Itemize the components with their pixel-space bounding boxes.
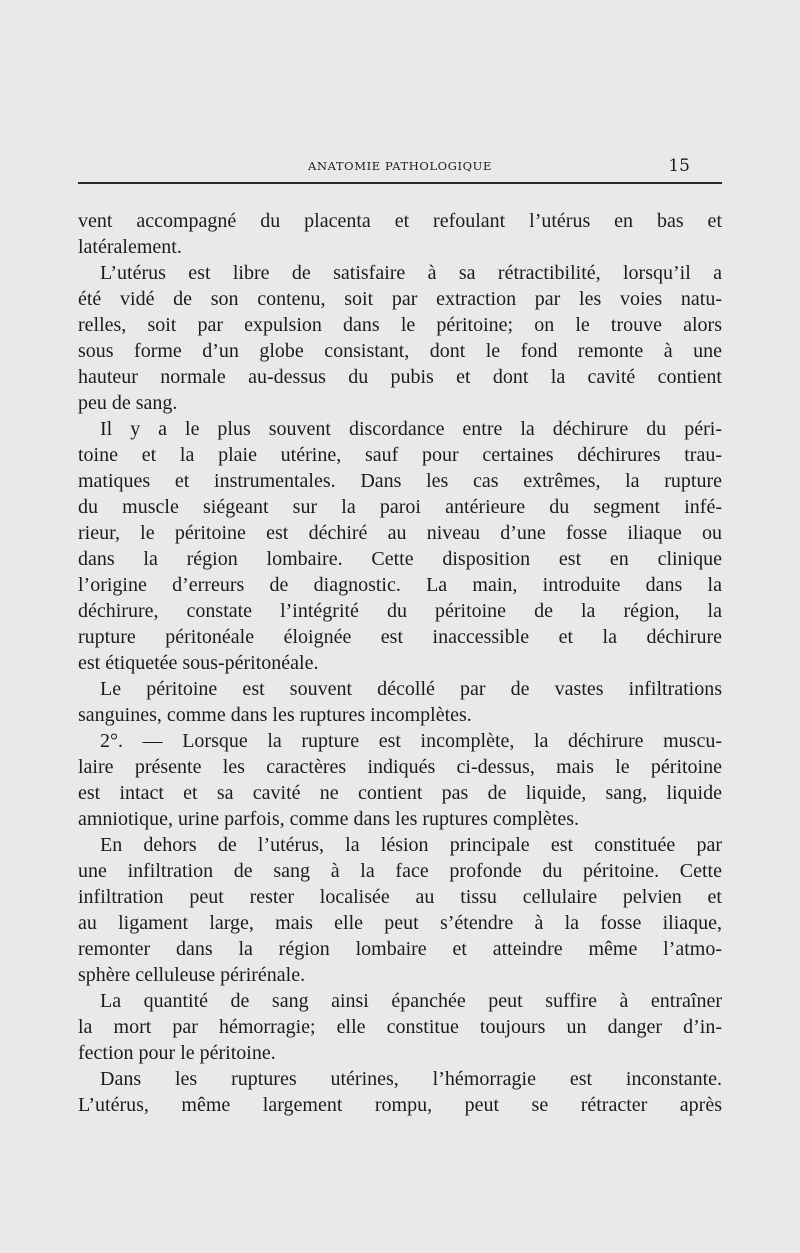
text-line: latéralement.: [78, 236, 182, 258]
text-line: est intact et sa cavité ne contient pas de liquide, sang, liquide: [78, 782, 722, 804]
text-line: L’utérus est libre de satisfaire à sa rétractibilité, lorsqu’il a: [100, 262, 722, 284]
text-line: dans la région lombaire. Cette disposition est en clinique: [78, 548, 722, 570]
paragraph: [78, 676, 722, 728]
running-title: ANATOMIE PATHOLOGIQUE: [308, 159, 492, 173]
text-line: L’utérus, même largement rompu, peut se rétracter après: [78, 1094, 722, 1116]
paragraph: [78, 728, 722, 832]
paragraph: [78, 988, 722, 1066]
page-body-text: [78, 208, 722, 1118]
paragraph: [78, 260, 722, 416]
text-line: déchirure, constate l’intégrité du péritoine de la région, la: [78, 600, 722, 622]
text-line: peu de sang.: [78, 392, 178, 414]
text-line: vent accompagné du placenta et refoulant l’utérus en bas et: [78, 210, 722, 232]
text-line: sanguines, comme dans les ruptures incomplètes.: [78, 704, 472, 726]
page-number: 15: [668, 156, 690, 176]
text-line: sous forme d’un globe consistant, dont le fond remonte à une: [78, 340, 722, 362]
text-line: rieur, le péritoine est déchiré au niveau d’une fosse iliaque ou: [78, 522, 722, 544]
text-line: est étiquetée sous-péritonéale.: [78, 652, 319, 674]
text-line: infiltration peut rester localisée au tissu cellulaire pelvien et: [78, 886, 722, 908]
text-line: En dehors de l’utérus, la lésion principale est constituée par: [100, 834, 722, 856]
text-line: fection pour le péritoine.: [78, 1042, 276, 1064]
text-line: La quantité de sang ainsi épanchée peut suffire à entraîner: [100, 990, 722, 1012]
text-line: du muscle siégeant sur la paroi antérieure du segment infé-: [78, 496, 722, 518]
text-line: hauteur normale au-dessus du pubis et dont la cavité contient: [78, 366, 722, 388]
text-line: Le péritoine est souvent décollé par de vastes infiltrations: [100, 678, 722, 700]
paragraph: [78, 832, 722, 988]
text-line: sphère celluleuse périrénale.: [78, 964, 306, 986]
text-line: Dans les ruptures utérines, l’hémorragie est inconstante.: [100, 1068, 722, 1090]
text-line: l’origine d’erreurs de diagnostic. La main, introduite dans la: [78, 574, 722, 596]
text-line: matiques et instrumentales. Dans les cas extrêmes, la rupture: [78, 470, 722, 492]
text-line: rupture péritonéale éloignée est inaccessible et la déchirure: [78, 626, 722, 648]
text-line: toine et la plaie utérine, sauf pour certaines déchirures trau-: [78, 444, 722, 466]
text-line: 2°. — Lorsque la rupture est incomplète, la déchirure muscu-: [100, 730, 722, 752]
text-line: remonter dans la région lombaire et atteindre même l’atmo-: [78, 938, 722, 960]
paragraph: [78, 1066, 722, 1118]
text-line: été vidé de son contenu, soit par extraction par les voies natu-: [78, 288, 722, 310]
text-line: amniotique, urine parfois, comme dans les ruptures complètes.: [78, 808, 579, 830]
paragraph: [78, 416, 722, 676]
paragraph: [78, 208, 722, 260]
text-line: laire présente les caractères indiqués ci-dessus, mais le péritoine: [78, 756, 722, 778]
header-rule: [78, 182, 722, 184]
text-line: relles, soit par expulsion dans le péritoine; on le trouve alors: [78, 314, 722, 336]
running-header: [78, 156, 722, 176]
text-line: la mort par hémorragie; elle constitue toujours un danger d’in-: [78, 1016, 722, 1038]
text-line: Il y a le plus souvent discordance entre la déchirure du péri-: [100, 418, 722, 440]
text-line: une infiltration de sang à la face profonde du péritoine. Cette: [78, 860, 722, 882]
text-line: au ligament large, mais elle peut s’étendre à la fosse iliaque,: [78, 912, 722, 934]
